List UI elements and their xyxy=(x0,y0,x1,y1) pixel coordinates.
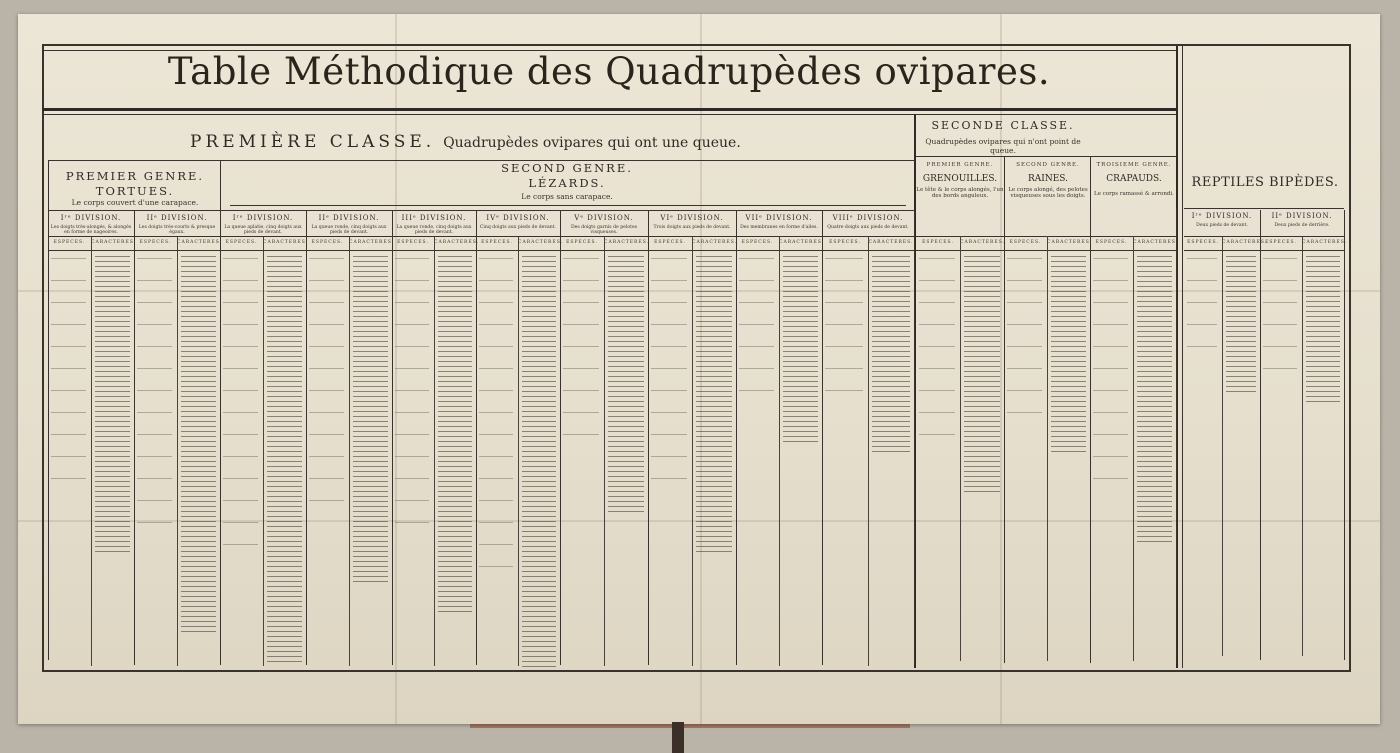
column-header-species: ESPECES. xyxy=(397,240,429,245)
division-label: VIIᵉ DIVISION. xyxy=(745,214,813,222)
species-names-text xyxy=(1187,258,1217,363)
division-note: Cinq doigts aux pieds de devant. xyxy=(479,225,557,230)
division-note: La queue ronde, cinq doigts aux pieds de devant. xyxy=(311,225,387,236)
header-rule xyxy=(736,236,822,237)
column-header-characters: CARACTERES. xyxy=(349,240,395,245)
header-rule xyxy=(48,236,134,237)
column-separator xyxy=(177,236,178,666)
genus-lezards-name: LÉZARDS. xyxy=(528,176,606,190)
species-characters-text xyxy=(964,256,1000,496)
division-separator xyxy=(306,210,307,665)
division-label: VIIIᵉ DIVISION. xyxy=(832,214,904,222)
division-separator xyxy=(1260,210,1261,660)
division-separator xyxy=(1344,210,1345,660)
species-characters-text xyxy=(438,256,472,616)
division-note: La queue ronde, cinq doigts aux pieds de devant. xyxy=(396,225,472,236)
genus-lezards-note: Le corps sans carapace. xyxy=(521,192,613,201)
genus-brace xyxy=(230,205,906,206)
species-names-text xyxy=(1093,258,1128,490)
column-header-characters: CARACTERES. xyxy=(518,240,564,245)
species-names-text xyxy=(919,258,955,450)
first-class-title: PREMIÈRE CLASSE. Quadrupèdes ovipares qui ont une queue. xyxy=(190,132,741,152)
header-rule xyxy=(648,236,736,237)
genus-grenouilles-note: Le tête & le corps alongés, l'un des bords anguleux. xyxy=(916,187,1004,200)
column-header-species: ESPECES. xyxy=(311,240,344,245)
column-header-characters: CARACTERES. xyxy=(177,240,223,245)
division-note: Les doigts très-courts & presque égaux. xyxy=(138,225,216,236)
division-separator xyxy=(476,210,477,665)
column-header-species: ESPECES. xyxy=(1187,240,1219,245)
species-names-text xyxy=(1007,258,1042,418)
column-header-species: ESPECES. xyxy=(225,240,258,245)
column-header-characters: CARACTERES. xyxy=(1047,240,1093,245)
division-note: La queue aplatie, cinq doigts aux pieds de devant. xyxy=(224,225,302,236)
column-header-characters: CARACTERES. xyxy=(1133,240,1179,245)
division-separator xyxy=(134,210,135,665)
division-note: Des doigts garnis de pelotes visqueuses. xyxy=(570,225,638,236)
column-separator xyxy=(518,236,519,666)
header-rule xyxy=(134,250,220,251)
species-names-text xyxy=(563,258,599,453)
page-title: Table Méthodique des Quadrupèdes ovipares. xyxy=(167,50,1051,93)
header-rule xyxy=(736,250,822,251)
header-rule xyxy=(560,250,648,251)
division-note: Trois doigts aux pieds de devant. xyxy=(653,225,731,230)
genus-tortues-note: Le corps couvert d'une carapace. xyxy=(71,198,199,207)
column-separator xyxy=(263,236,264,666)
header-rule xyxy=(134,236,220,237)
division-separator xyxy=(48,160,49,660)
genus-separator xyxy=(1090,156,1091,208)
header-rule xyxy=(306,250,392,251)
division-label: IIᵉ DIVISION. xyxy=(146,214,208,222)
genus-separator xyxy=(220,160,221,212)
species-names-text xyxy=(651,258,687,483)
column-separator xyxy=(91,236,92,666)
species-characters-text xyxy=(522,256,556,676)
header-rule xyxy=(306,236,392,237)
header-rule xyxy=(560,236,648,237)
genus-separator xyxy=(1004,156,1005,208)
division-label: IVᵉ DIVISION. xyxy=(486,214,550,222)
division-note: Deux pieds de derrière. xyxy=(1274,223,1330,228)
header-rule xyxy=(648,250,736,251)
division-label: IIᵉ DIVISION. xyxy=(1271,212,1333,220)
division-label: Vᵉ DIVISION. xyxy=(574,214,634,222)
species-names-text xyxy=(309,258,344,506)
column-separator xyxy=(1133,236,1134,661)
bookmark-ribbon xyxy=(672,722,684,753)
genus-grenouilles-name: GRENOUILLES. xyxy=(922,174,998,184)
column-header-species: ESPECES. xyxy=(829,240,861,245)
species-names-text xyxy=(739,258,774,401)
species-characters-text xyxy=(696,256,732,556)
species-characters-text xyxy=(1306,256,1340,406)
species-names-text xyxy=(479,258,513,573)
division-separator xyxy=(648,210,649,665)
column-header-characters: CARACTERES. xyxy=(91,240,137,245)
species-characters-text xyxy=(95,256,130,556)
genus-crapauds-note: Le corps ramassé & arrondi. xyxy=(1094,191,1174,197)
column-header-species: ESPECES. xyxy=(741,240,774,245)
genus-tortues-name: TORTUES. xyxy=(95,184,175,198)
column-separator xyxy=(692,236,693,666)
column-header-characters: CARACTERES. xyxy=(434,240,480,245)
header-rule xyxy=(476,250,560,251)
column-header-characters: CARACTERES. xyxy=(779,240,825,245)
genera-rule xyxy=(916,156,1176,157)
header-rule xyxy=(392,250,476,251)
species-characters-text xyxy=(181,256,216,636)
column-separator xyxy=(1047,236,1048,661)
header-rule xyxy=(392,236,476,237)
species-names-text xyxy=(223,258,258,566)
division-separator xyxy=(1004,208,1005,663)
column-separator xyxy=(1222,236,1223,656)
column-header-species: ESPECES. xyxy=(1095,240,1128,245)
header-rule xyxy=(48,250,134,251)
header-rule xyxy=(1184,236,1260,237)
class-separator-thin xyxy=(1182,46,1183,668)
division-separator xyxy=(914,210,915,665)
division-label: IIᵉ DIVISION. xyxy=(318,214,380,222)
divisions-rule xyxy=(1184,208,1344,209)
header-rule xyxy=(220,250,306,251)
column-header-characters: CARACTERES. xyxy=(960,240,1006,245)
genus-lezards-label: SECOND GENRE. xyxy=(501,161,633,175)
species-names-text xyxy=(395,258,429,528)
column-header-characters: CARACTERES. xyxy=(1302,240,1348,245)
species-characters-text xyxy=(1051,256,1086,456)
genus-grenouilles-label: PREMIER GENRE. xyxy=(926,162,994,168)
column-header-characters: CARACTERES. xyxy=(1222,240,1268,245)
genera-rule xyxy=(48,160,914,161)
column-header-characters: CARACTERES. xyxy=(263,240,309,245)
header-rule xyxy=(822,250,914,251)
division-label: VIᵉ DIVISION. xyxy=(660,214,724,222)
column-header-species: ESPECES. xyxy=(922,240,954,245)
header-rule xyxy=(220,236,306,237)
column-separator xyxy=(960,236,961,661)
column-header-species: ESPECES. xyxy=(1265,240,1297,245)
species-names-text xyxy=(825,258,863,408)
division-separator xyxy=(1090,208,1091,663)
division-label: Iʳᵉ DIVISION. xyxy=(60,214,122,222)
species-characters-text xyxy=(1226,256,1256,396)
column-separator xyxy=(604,236,605,666)
header-rule xyxy=(1260,250,1344,251)
column-header-species: ESPECES. xyxy=(1009,240,1042,245)
genus-raines-note: Le corps alongé, des pelotes visqueuses sous les doigts. xyxy=(1008,187,1088,200)
second-class-title: SECONDE CLASSE. xyxy=(931,119,1075,132)
genus-tortues-label: PREMIER GENRE. xyxy=(65,169,205,183)
first-class-subtitle: Quadrupèdes ovipares qui ont une queue. xyxy=(443,135,741,151)
column-separator xyxy=(434,236,435,666)
column-header-species: ESPECES. xyxy=(566,240,598,245)
title-bottom-rule-thin xyxy=(42,114,1176,115)
column-header-characters: CARACTERES. xyxy=(692,240,738,245)
species-characters-text xyxy=(872,256,910,456)
division-note: Des membranes en forme d'ailes. xyxy=(740,225,818,230)
species-characters-text xyxy=(267,256,302,666)
division-separator xyxy=(736,210,737,665)
genus-crapauds-label: TROISIEME GENRE. xyxy=(1096,162,1172,168)
division-separator xyxy=(220,210,221,665)
genus-raines-name: RAINES. xyxy=(1028,174,1068,184)
genus-raines-label: SECOND GENRE. xyxy=(1016,162,1080,168)
division-separator xyxy=(1176,208,1177,663)
column-header-species: ESPECES. xyxy=(481,240,513,245)
species-characters-text xyxy=(608,256,644,516)
column-separator xyxy=(349,236,350,666)
header-rule xyxy=(1260,236,1344,237)
species-characters-text xyxy=(353,256,388,586)
division-separator xyxy=(560,210,561,665)
header-rule xyxy=(476,236,560,237)
column-separator xyxy=(1302,236,1303,656)
column-header-species: ESPECES. xyxy=(654,240,686,245)
divisions-rule xyxy=(48,210,914,211)
second-class-subtitle: Quadrupèdes ovipares qui n'ont point de queue. xyxy=(925,137,1081,155)
column-header-characters: CARACTERES. xyxy=(604,240,650,245)
division-label: IIIᵉ DIVISION. xyxy=(401,214,467,222)
division-note: Quatre doigts aux pieds de devant. xyxy=(827,225,909,230)
column-header-species: ESPECES. xyxy=(53,240,86,245)
title-bottom-rule xyxy=(42,108,1176,111)
species-characters-text xyxy=(783,256,818,446)
species-names-text xyxy=(51,258,86,483)
genus-crapauds-name: CRAPAUDS. xyxy=(1106,174,1162,184)
species-names-text xyxy=(1263,258,1297,371)
division-label: Iʳᵉ DIVISION. xyxy=(1191,212,1253,220)
column-separator xyxy=(779,236,780,666)
division-label: Iʳᵉ DIVISION. xyxy=(232,214,294,222)
species-names-text xyxy=(137,258,172,543)
column-header-species: ESPECES. xyxy=(139,240,172,245)
division-note: Les doigts très-alongés, & alongés en forme de nageoires. xyxy=(50,225,132,236)
division-note: Deux pieds de devant. xyxy=(1196,223,1248,228)
column-separator xyxy=(868,236,869,666)
header-rule xyxy=(1184,250,1260,251)
species-characters-text xyxy=(1137,256,1172,546)
header-rule xyxy=(822,236,914,237)
division-separator xyxy=(822,210,823,665)
third-class-title: REPTILES BIPÈDES. xyxy=(1191,175,1339,190)
column-header-characters: CARACTERES. xyxy=(868,240,914,245)
division-separator xyxy=(392,210,393,665)
